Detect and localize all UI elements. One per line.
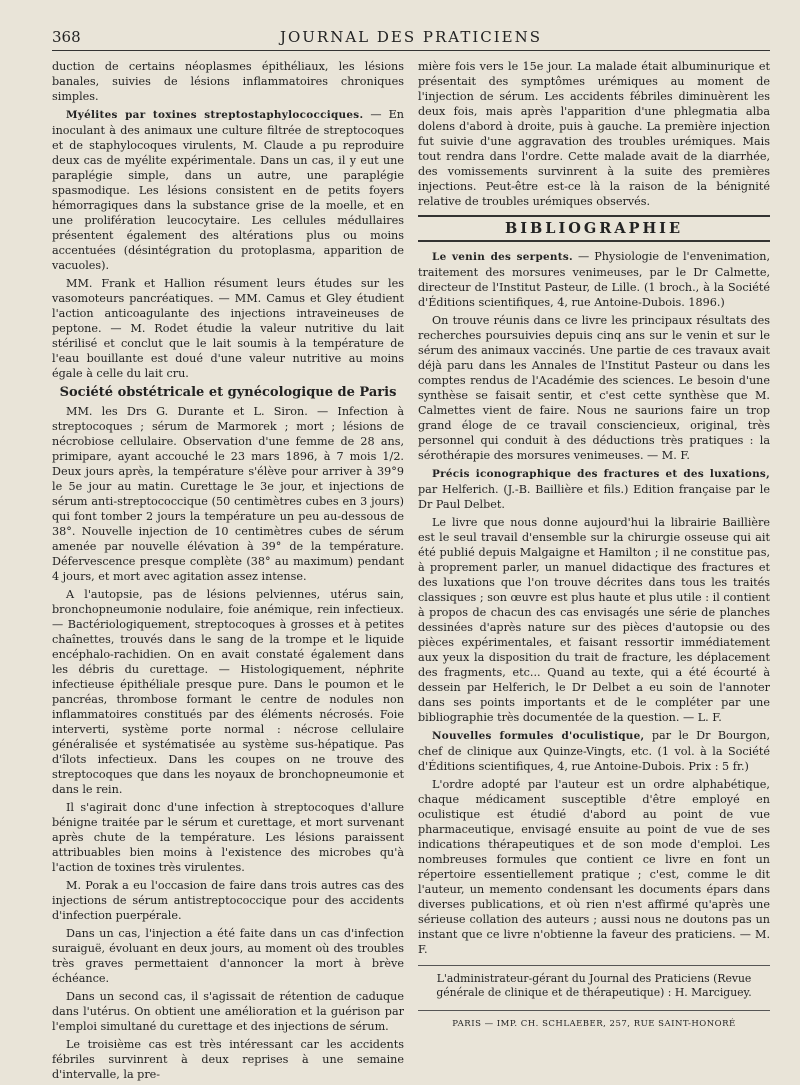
venin-text: — Physiologie de l'envenimation, traitement des morsures venimeuses, par le Dr Calmette, directeur de l'Institut Pasteur, de Lille. (1 broch., à la Société d'Éditions scientifiques, 4, rue Antoine-Dubois. 1896.) <box>418 250 770 309</box>
right-paragraph-continuation: mière fois vers le 15e jour. La malade était albuminurique et présentait des symptômes urémiques au moment de l'injection de sérum. Les accidents fébriles diminuèrent les deux fois, mais après l'apparition d'une phlegmatia alba dolens d'abord à droite, puis à gauche. La première injection fut suivie d'une aggravation des troubles urémiques. Mais tout rendra dans l'ordre. Cette malade avait de la diarrhée, des vomissements survinrent à la suite des premières injections. Peut-être est-ce là la raison de la bénignité relative de troubles urémiques observés. <box>418 60 770 208</box>
venin-title: Le venin des serpents. <box>432 251 573 263</box>
precis-title: Précis iconographique des fractures et des luxations, <box>432 468 770 480</box>
case-three-paragraph: Le troisième cas est très intéressant car les accidents fébriles survinrent à deux reprises à une semaine d'intervalle, la pre- <box>52 1038 404 1081</box>
gerant-line: L'administrateur-gérant du Journal des Praticiens (Revue générale de clinique et de thérapeutique) : H. Marciguey. <box>436 972 752 999</box>
vasomoteurs-paragraph: MM. Frank et Hallion résument leurs études sur les vasomoteurs pancréatiques. — MM. Camus et Gley étudient l'action anticoagulante des injections intraveineuses de peptone. — M. Rodet étudie la valeur nutritive du lait stérilisé et conclut que le lait soumis à la température de l'eau bouillante est doué d'une valeur nutritive au moins égale à celle du lait cru. <box>52 277 404 380</box>
footer-divider <box>418 965 770 966</box>
venin-review: On trouve réunis dans ce livre les principaux résultats des recherches poursuivies depuis cinq ans sur le venin et sur le sérum des animaux vaccinés. Une partie de ces travaux avait déjà paru dans les Annales de l'Institut Pasteur ou dans les comptes rendus de l'Académie des sciences. Le besoin d'une synthèse se faisait sentir, et c'est cette synthèse que M. Calmettes vient de faire. Nous ne saurions faire un trop grand éloge de ce travail consciencieux, original, très personnel qui conduit à des déductions très pratiques : la sérothérapie des morsures venimeuses. — M. F. <box>418 314 770 462</box>
nouvelles-paragraph <box>418 728 770 774</box>
societe-heading: Société obstétricale et gynécologique de Paris <box>59 385 397 400</box>
journal-title: JOURNAL DES PRATICIENS <box>279 28 543 46</box>
myelites-text: — En inoculant à des animaux une culture filtrée de streptocoques et de staphylocoques virulents, M. Claude a pu reproduire deux cas de myélite expérimentale. Dans un cas, il y eut une paraplégie simple, dans un autre, une paraplégie spasmodique. Les lésions consistent en de petits foyers hémorragiques dans la substance grise de la moelle, et en une prolifération leucocytaire. Les cellules médullaires présentent également des altérations plus ou moins accentuées (désintégration du protoplasma, apparition de vacuoles). <box>52 108 405 272</box>
myelites-paragraph <box>52 107 404 273</box>
right-column <box>418 59 770 1085</box>
running-head <box>52 28 770 51</box>
precis-review: Le livre que nous donne aujourd'hui la librairie Baillière est le seul travail d'ensemble sur la chirurgie osseuse qui ait été publié depuis Malgaigne et Hamilton ; il ne constitue pas, à proprement parler, un manuel didactique des fractures et des luxations que l'on trouve décrites dans tous les traités classiques ; son œuvre est plus haute et plus utile : il contient à propos de chacun des cas envisagés une série de planches dessinées d'après nature sur des pièces d'autopsie ou des pièces expérimentales, et faisant ressortir immédiatement aux yeux la disposition du trait de fracture, les déplacement des fragments, etc... Quand au texte, qui a été écourté à dessein par Helferich, le Dr Delbet a eu soin de l'annoter dans ses points importants et de le compléter par une bibliographie très documentée de la question. — L. F. <box>418 516 770 724</box>
precis-paragraph <box>418 466 770 512</box>
printer-imprint: PARIS — IMP. CH. SCHLAEBER, 257, RUE SAINT-HONORÉ <box>418 1010 770 1032</box>
case-two-paragraph: Dans un second cas, il s'agissait de rétention de caduque dans l'utérus. On obtient une amélioration et la guérison par l'emploi simultané du curettage et des injections de sérum. <box>52 990 404 1033</box>
left-paragraph-continuation: duction de certains néoplasmes épithéliaux, les lésions banales, suivies de lésions inflammatoires chroniques simples. <box>52 60 404 103</box>
nouvelles-text: par le Dr Bourgon, chef de clinique aux Quinze-Vingts, etc. (1 vol. à la Société d'Éditions scientifiques, 4, rue Antoine-Dubois. Prix : 5 fr.) <box>418 729 770 773</box>
autopsie-paragraph: A l'autopsie, pas de lésions pelviennes, utérus sain, bronchopneumonie nodulaire, foie anémique, rein infectieux. — Bactériologiquement, streptocoques à grosses et à petites chaînettes, trouvés dans le sang de la trompe et le liquide encéphalo-rachidien. On en avait constaté également dans les débris du curettage. — Histologiquement, néphrite infectieuse épithéliale presque pure. Dans le poumon et le pancréas, thrombose formant le centre de nodules non inflammatoires constitués par des éléments nécrosés. Foie interverti, système porte normal : nécrose cellulaire généralisée et systématisée au système sus-hépatique. Pas d'îlots infectieux. Dans les coupes on ne trouve des streptocoques que dans les noyaux de bronchopneumonie et dans le rein. <box>52 588 404 796</box>
porak-paragraph: M. Porak a eu l'occasion de faire dans trois autres cas des injections de sérum antistreptococcique pour des accidents d'infection puerpérale. <box>52 879 404 922</box>
two-column-body <box>52 59 770 1085</box>
bibliographie-heading: BIBLIOGRAPHIE <box>418 215 770 242</box>
venin-paragraph <box>418 249 770 310</box>
conclusion-paragraph: Il s'agirait donc d'une infection à streptocoques d'allure bénigne traitée par le sérum et curettage, et mort survenant après chute de la température. Les lésions paraissent attribuables bien moins à l'existence des microbes qu'à l'action de toxines très virulentes. <box>52 801 404 874</box>
case-one-paragraph: Dans un cas, l'injection a été faite dans un cas d'infection suraiguë, évoluant en deux jours, au moment où des troubles très graves permettaient d'annoncer la mort à brève échéance. <box>52 927 404 985</box>
nouvelles-title: Nouvelles formules d'oculistique, <box>432 730 645 742</box>
precis-text: par Helferich. (J.-B. Baillière et fils.) Edition française par le Dr Paul Delbet. <box>418 483 770 511</box>
page-number: 368 <box>52 28 81 46</box>
left-column <box>52 59 404 1085</box>
myelites-title: Myélites par toxines streptostaphylococciques. <box>66 109 364 121</box>
nouvelles-review: L'ordre adopté par l'auteur est un ordre alphabétique, chaque médicament susceptible d'être employé en oculistique est étudié d'abord au point de vue pharmaceutique, envisagé ensuite au point de vue de ses indications thérapeutiques et de son mode d'emploi. Les nombreuses formules que contient ce livre en font un répertoire essentiellement pratique ; c'est, comme le dit l'auteur, un memento condensant les documents épars dans diverses publications, et où rien n'est affirmé qu'après une sérieuse collation des auteurs ; aussi nous ne doutons pas un instant que ce livre n'obtienne la faveur des praticiens. — M. F. <box>418 778 770 956</box>
durante-siron-paragraph: MM. les Drs G. Durante et L. Siron. — Infection à streptocoques ; sérum de Marmorek ; mort ; lésions de nécrobiose cellulaire. Observation d'une femme de 28 ans, primipare, ayant accouché le 23 mars 1896, à 7 mois 1/2. Deux jours après, la température s'élève pour arriver à 39°9 le 5e jour au matin. Curettage le 3e jour, et injections de sérum anti-streptococcique (50 centimètres cubes en 3 jours) qui font tomber 2 jours la température un peu au-dessous de 38°. Nouvelle injection de 10 centimètres cubes de sérum amenée par nouvelle élévation à 39° de la température. Défervescence presque complète (38° au maximum) pendant 4 jours, et mort avec agitation assez intense. <box>52 405 404 583</box>
